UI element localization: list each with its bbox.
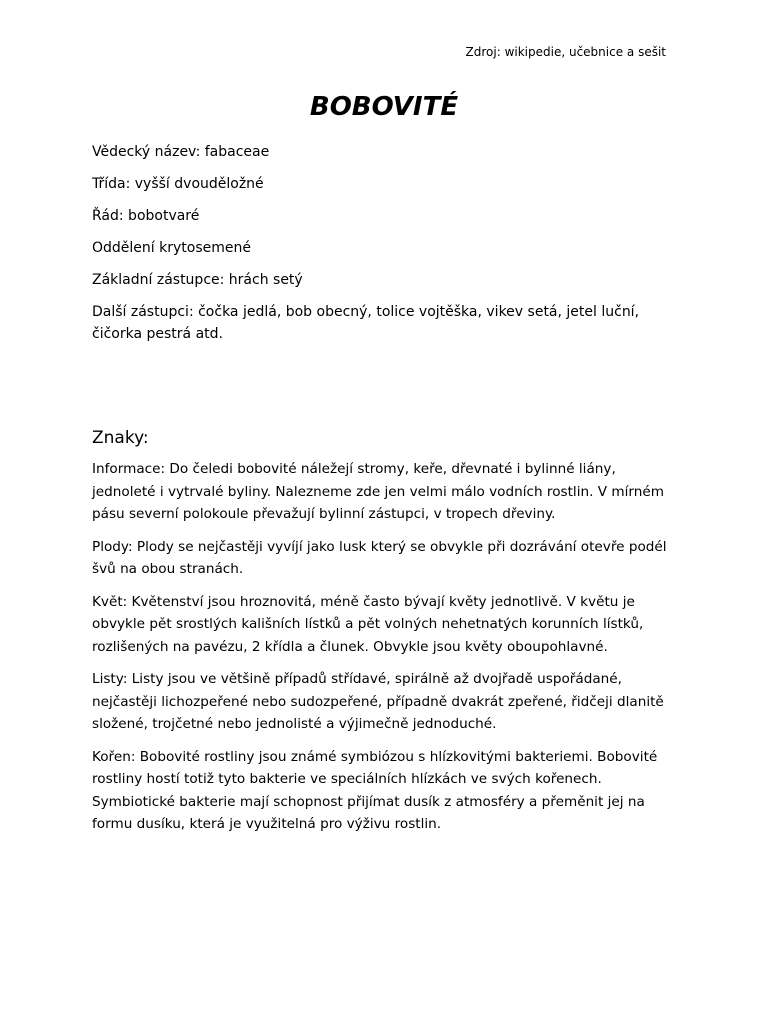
- paragraph-plody: Plody: Plody se nejčastěji vyvíjí jako lusk který se obvykle při dozrávání otevře podél švů na obou stranách.: [92, 538, 667, 577]
- paragraph-informace: Informace: Do čeledi bobovité náležejí stromy, keře, dřevnaté i bylinné liány, jednoleté i vytrvalé byliny. Nalezneme zde jen velmi málo vodních rostlin. V mírném pásu severní polokoule převažují bylinní zástupci, v tropech dřeviny.: [92, 461, 664, 522]
- paragraph-kvet: Květ: Květenství jsou hroznovitá, méně často bývají květy jednotlivě. V květu je obvykle pět srostlých kališních lístků a pět volných nehetnatých korunních lístků, rozlišených na pavézu, 2 křídla a člunek. Obvykle jsou květy oboupohlavné.: [92, 593, 644, 655]
- paragraph-koren: Kořen: Bobovité rostliny jsou známé symbiózou s hlízkovitými bakteriemi. Bobovité rostliny hostí totiž tyto bakterie ve speciálních hlízkách ve svých kořenech. Symbiotické bakterie mají schopnost přijímat dusík z atmosféry a přeměnit jej na formu dusíku, která je využitelná pro výživu rostlin.: [92, 748, 658, 832]
- info-other-representatives: Další zástupci: čočka jedlá, bob obecný, tolice vojtěška, vikev setá, jetel luční, čičorka pestrá atd.: [92, 304, 640, 342]
- paragraph-listy: Listy: Listy jsou ve většině případů střídavé, spirálně až dvojřadě uspořádané, nejčastěji lichozpeřené nebo sudozpeřené, případně dvakrát zpeřené, řidčeji dlanitě složené, trojčetné nebo jednolisté a výjimečně jednoduché.: [92, 671, 664, 732]
- section-heading-znaky: Znaky:: [92, 428, 149, 448]
- info-division: Oddělení krytosemené: [92, 240, 251, 256]
- source-note: Zdroj: wikipedie, učebnice a sešit: [465, 45, 666, 59]
- info-main-representative: Základní zástupce: hrách setý: [92, 272, 303, 288]
- info-scientific-name: Vědecký název: fabaceae: [92, 144, 270, 160]
- info-class: Třída: vyšší dvouděložné: [92, 176, 264, 192]
- document-title: BOBOVITÉ: [309, 92, 459, 122]
- info-list: [92, 141, 692, 345]
- details-section: [92, 458, 682, 846]
- info-order: Řád: bobotvaré: [92, 208, 200, 224]
